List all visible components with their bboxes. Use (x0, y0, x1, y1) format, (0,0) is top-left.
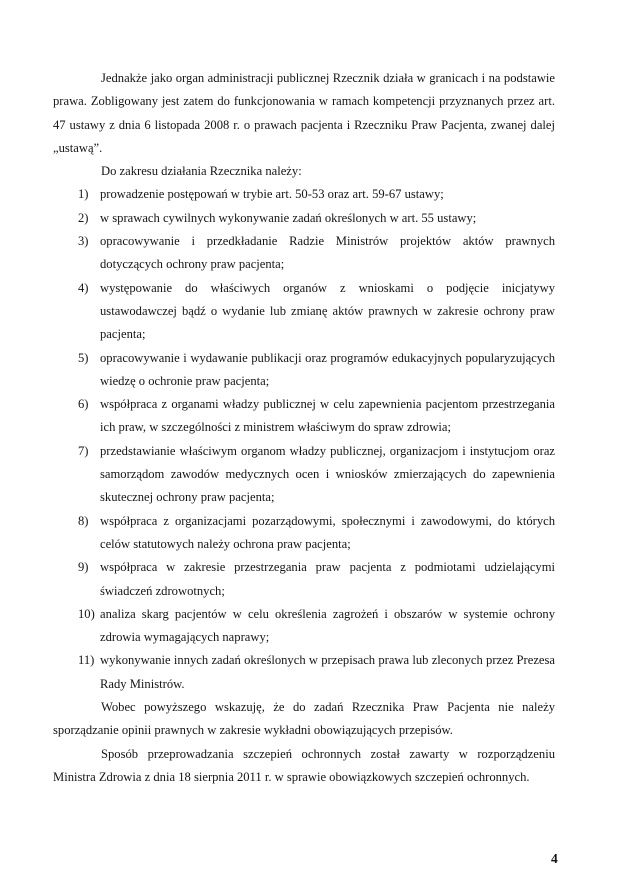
list-item-number: 7) (78, 443, 89, 458)
list-item (53, 440, 555, 510)
list-item-number: 8) (78, 513, 89, 528)
paragraph-closing-1: Wobec powyższego wskazuję, że do zadań Rzecznika Praw Pacjenta nie należy sporządzanie opinii prawnych w zakresie wykładni obowiązujących przepisów. (53, 700, 555, 738)
paragraph-list-intro: Do zakresu działania Rzecznika należy: (101, 164, 302, 179)
numbered-list (53, 183, 555, 696)
list-item-number: 10) (78, 606, 95, 621)
list-item-text: analiza skarg pacjentów w celu określenia zagrożeń i obszarów w systemie ochrony zdrowia wymagających naprawy; (100, 606, 555, 645)
list-item (53, 277, 555, 347)
list-item-number: 3) (78, 234, 89, 249)
list-item-number: 9) (78, 560, 89, 575)
page-number: 4 (551, 851, 558, 866)
list-item (53, 230, 555, 277)
list-item-number: 4) (78, 280, 89, 295)
list-item-number: 1) (78, 187, 89, 202)
list-item (53, 347, 555, 394)
list-item-text: prowadzenie postępowań w trybie art. 50-53 oraz art. 59-67 ustawy; (100, 187, 444, 202)
paragraph-closing-2: Sposób przeprowadzania szczepień ochronnych został zawarty w rozporządzeniu Ministra Zdrowia z dnia 18 sierpnia 2011 r. w sprawie obowiązkowych szczepień ochronnych. (53, 746, 555, 784)
list-item-number: 6) (78, 397, 89, 412)
list-item (53, 393, 555, 440)
list-item (53, 556, 555, 603)
list-item-text: występowanie do właściwych organów z wnioskami o podjęcie inicjatywy ustawodawczej bądź o wydanie lub zmianę aktów prawnych w zakresie ochrony praw pacjenta; (100, 280, 555, 342)
list-item-text: współpraca w zakresie przestrzegania praw pacjenta z podmiotami udzielającymi świadczeń zdrowotnych; (100, 560, 555, 598)
list-item-text: wykonywanie innych zadań określonych w przepisach prawa lub zleconych przez Prezesa Rady Ministrów. (100, 653, 555, 691)
list-item (53, 207, 555, 230)
list-item-text: współpraca z organami władzy publicznej w celu zapewnienia pacjentom przestrzegania ich praw, w szczególności z ministrem właściwym do spraw zdrowia; (100, 397, 555, 435)
list-item-text: w sprawach cywilnych wykonywanie zadań określonych w art. 55 ustawy; (100, 210, 477, 225)
list-item-number: 5) (78, 350, 89, 365)
list-item (53, 510, 555, 557)
list-item-text: przedstawianie właściwym organom władzy publicznej, organizacjom i instytucjom oraz samorządom zawodów medycznych ocen i wniosków zmierzających do zapewnienia skutecznej ochrony praw pacjenta; (100, 443, 555, 505)
list-item-number: 11) (78, 653, 95, 668)
list-item (53, 603, 555, 650)
document-body (53, 67, 555, 789)
list-item-number: 2) (78, 210, 89, 225)
list-item-text: opracowywanie i przedkładanie Radzie Ministrów projektów aktów prawnych dotyczących ochrony praw pacjenta; (100, 234, 555, 272)
list-item (53, 649, 555, 696)
list-item-text: współpraca z organizacjami pozarządowymi, społecznymi i zawodowymi, do których celów statutowych należy ochrona praw pacjenta; (100, 513, 555, 551)
list-item-text: opracowywanie i wydawanie publikacji oraz programów edukacyjnych popularyzujących wiedzę o ochronie praw pacjenta; (100, 350, 555, 388)
list-item (53, 183, 555, 206)
paragraph-intro: Jednakże jako organ administracji publicznej Rzecznik działa w granicach i na podstawie prawa. Zobligowany jest zatem do funkcjonowania w ramach kompetencji przyznanych przez art. 47 ustawy z dnia 6 listopada 2008 r. o prawach pacjenta i Rzeczniku Praw Pacjenta, zwanej dalej „ustawą”. (53, 71, 555, 155)
